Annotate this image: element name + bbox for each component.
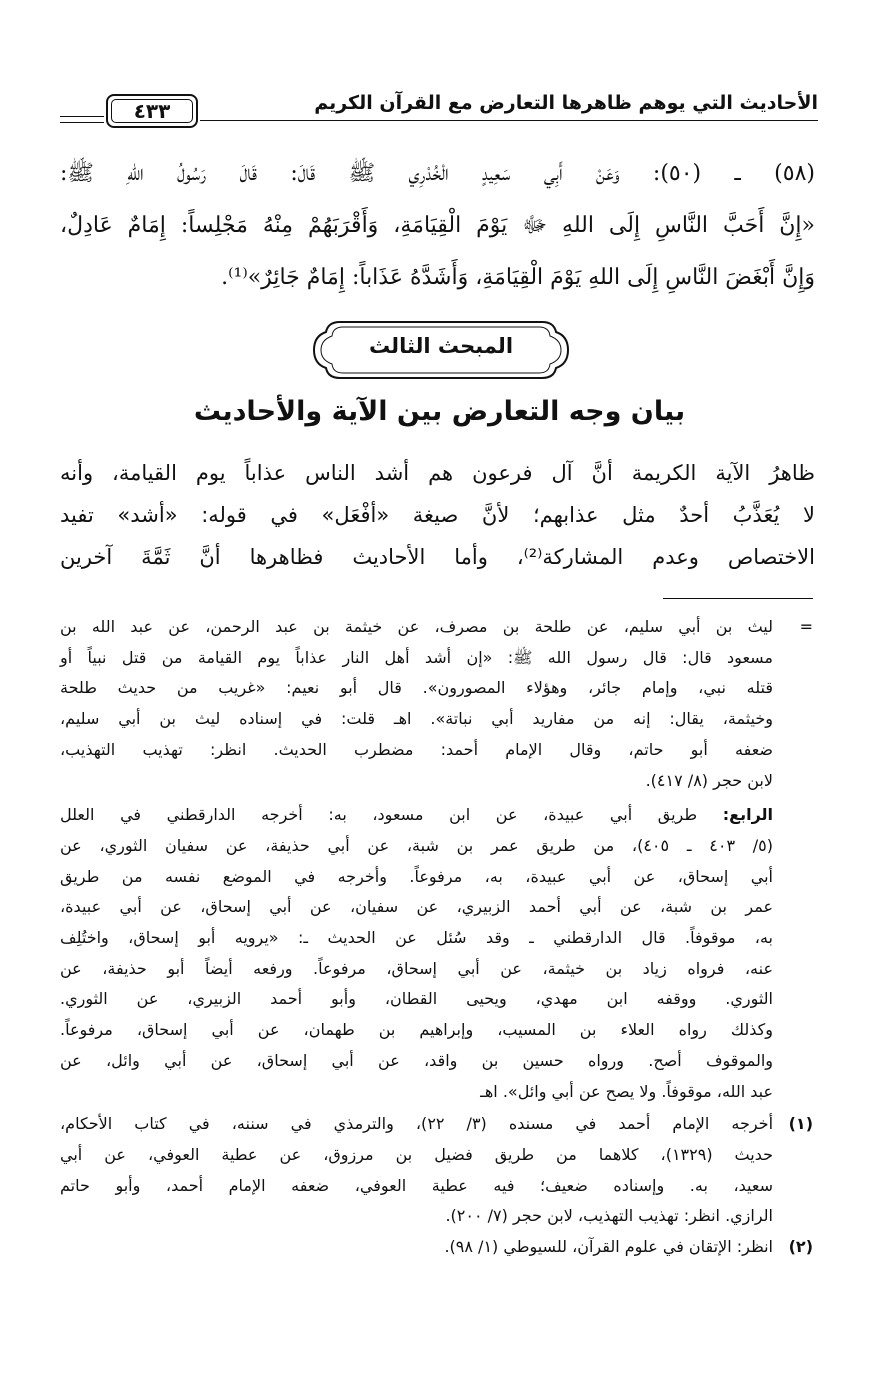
footnote-line-text: طريق أبي عبيدة، عن ابن مسعود، به: أخرجه الدارقطني في العلل [60, 805, 698, 825]
footnote-line: الرازي. انظر: تهذيب التهذيب، لابن حجر (٧/ ٢٠٠). [445, 1206, 773, 1226]
footnote-line: لابن حجر (٨/ ٤١٧). [645, 770, 773, 790]
continuation-marker: = [799, 617, 813, 636]
footnote-line: به، موقوفاً. قال الدارقطني ـ وقد سُئل عن الحديث ـ: «يرويه أبو إسحاق، واختُلِف [60, 928, 773, 948]
footnote-line: عمر بن شبة، عن أبي أحمد الزبيري، عن سفيان، عن أبي إسحاق، عن أبي عبيدة، [60, 897, 773, 917]
footnote-line: والموقوف أصح. ورواه حسين بن واقد، عن أبي إسحاق، عن أبي وائل، عن [60, 1050, 773, 1070]
footnote-2 [60, 1232, 813, 1263]
header-rule-left-top [60, 116, 104, 117]
footnote-line: انظر: الإتقان في علوم القرآن، للسيوطي (١/ ٩٨). [444, 1237, 773, 1257]
page-header [60, 86, 818, 130]
running-title: الأحاديث التي يوهم ظاهرها التعارض مع القرآن الكريم [314, 92, 818, 114]
footnote-line: سعيد، به. وإسناده ضعيف؛ فيه عطية العوفي، ضعفه الإمام أحمد، وأبو حاتم [60, 1175, 773, 1195]
footnote-line: أخرجه الإمام أحمد في مسنده (٣/ ٢٢)، والترمذي في سننه، في كتاب الأحكام، [60, 1114, 774, 1134]
footnote-1 [60, 1109, 813, 1232]
footnote-line [60, 800, 773, 831]
body-paragraph [60, 452, 815, 578]
section-cartouche [310, 318, 572, 382]
footnote-line: وخيثمة، يقال: إنه من مفاريد أبي نباتة». اهـ قلت: في إسناده ليث بن أبي سليم، [60, 709, 773, 729]
page-number-frame [106, 94, 198, 128]
footnote-fourth-route [60, 800, 813, 1107]
body-line: ظاهرُ الآية الكريمة أنَّ آل فرعون هم أشد الناس عذاباً يوم القيامة، وأنه [60, 461, 815, 485]
footnote-line: أبي إسحاق، عن أبي عبيدة، به، مرفوعاً. وأخرجه في الموضع نفسه من طريق [60, 866, 773, 886]
footnote-line: مسعود قال: قال رسول الله ﷺ: «إن أشد أهل النار عذاباً يوم القيامة من قتل نبياً أو [60, 647, 773, 667]
page-number: ٤٣٣ [133, 99, 171, 123]
footnote-line: وكذلك رواه العلاء بن المسيب، وإبراهيم بن طهمان، عن أبي إسحاق، مرفوعاً. [60, 1020, 773, 1040]
footnote-separator [663, 598, 813, 599]
footnote-line: ليث بن أبي سليم، عن طلحة بن مصرف، عن خيثمة بن عبد الرحمن، عن عبد الله بن [60, 617, 773, 636]
footnote-continuation [60, 612, 813, 796]
footnote-line: (٥/ ٤٠٣ ـ ٤٠٥)، من طريق عمر بن شبة، عن أبي حذيفة، عن سفيان الثوري، عن [60, 835, 773, 855]
footnote-line: حديث (١٣٢٩)، كلاهما من طريق فضيل بن مرزوق، عن عطية العوفي، عن أبي [60, 1144, 774, 1164]
footnotes [60, 612, 813, 1263]
fourth-label: الرابع: [722, 805, 774, 825]
footnote-line: ضعفه أبو حاتم، وقال الإمام أحمد: مضطرب الحديث. انظر: تهذيب التهذيب، [60, 739, 773, 759]
body-line: الاختصاص وعدم المشاركة⁽²⁾، وأما الأحاديث فظاهرها أنَّ ثَمَّةَ آخرين [60, 545, 815, 569]
footnote-line: عنه، فرواه زياد بن خيثمة، عن أبي إسحاق، مرفوعاً. ورفعه أيضاً أبو حذيفة، عن [60, 958, 773, 978]
hadith-line: (٥٨) ـ (٥٠): وَعَنْ أَبِي سَعِيدٍ الْخُدْرِي ﷺ قَالَ: قَالَ رَسُولُ اللهِ ﷺ: [60, 161, 815, 186]
header-rule-left-bottom [60, 122, 104, 123]
cartouche-label: المبحث الثالث [368, 334, 514, 358]
hadith-text [60, 148, 815, 304]
hadith-line: وَإِنَّ أَبْغَضَ النَّاسِ إِلَى اللهِ يَوْمَ الْقِيَامَةِ، وَأَشَدَّهُ عَذَاباً: إِمَامٌ جَائِرٌ»⁽¹⁾. [221, 265, 815, 290]
footnote-2-marker: (٢) [788, 1237, 813, 1257]
body-line: لا يُعَذَّبُ أحدٌ مثل عذابهم؛ لأنَّ صيغة «أفْعَل» في قوله: «أشد» تفيد [60, 503, 815, 527]
section-heading: بيان وجه التعارض بين الآية والأحاديث [193, 396, 686, 427]
footnote-line: الثوري. ووقفه ابن مهدي، ويحيى القطان، وأبو أحمد الزبيري، عن الثوري. [60, 989, 773, 1009]
header-rule [200, 120, 818, 121]
hadith-line: «إِنَّ أَحَبَّ النَّاسِ إِلَى اللهِ ﷻ يَوْمَ الْقِيَامَةِ، وَأَقْرَبَهُمْ مِنْهُ مَجْلِساً: إِمَامٌ عَادِلٌ، [60, 213, 815, 238]
footnote-line: قتله نبي، وإمام جائر، وهؤلاء المصورون». قال أبو نعيم: «غريب من حديث طلحة [60, 678, 773, 698]
footnote-line: عبد الله، موقوفاً. ولا يصح عن أبي وائل». اهـ [480, 1081, 773, 1101]
footnote-1-marker: (١) [788, 1114, 813, 1134]
